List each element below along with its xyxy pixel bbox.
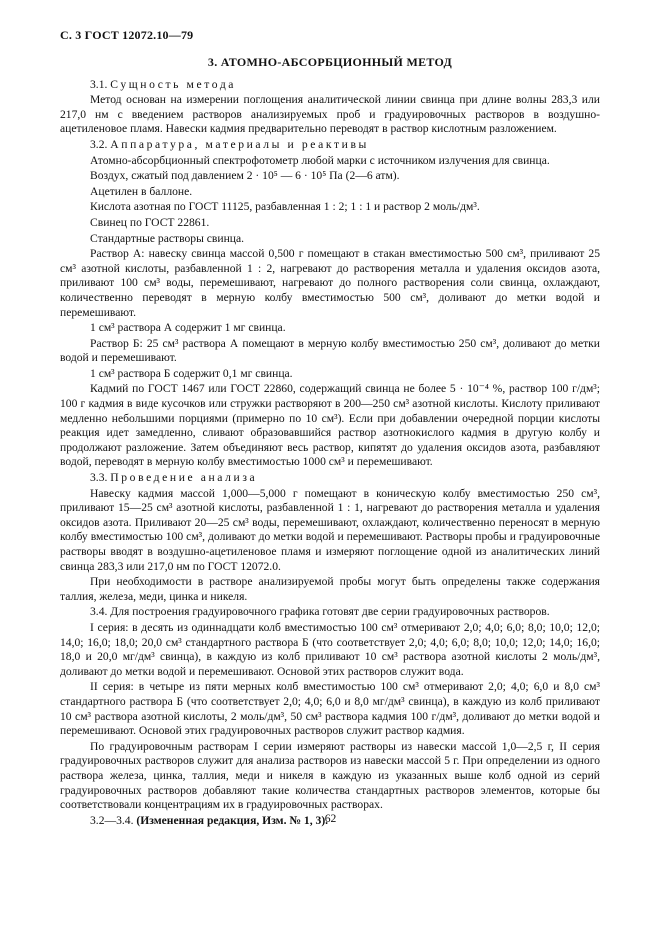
paragraph: 1 см³ раствора А содержит 1 мг свинца. [90,321,286,335]
paragraph: Раствор Б: 25 см³ раствора А помещают в мерную колбу вместимостью 250 см³, доливают до метки водой и перемешивают. [60,336,600,365]
paragraph: Кислота азотная по ГОСТ 11125, разбавленная 1 : 2; 1 : 1 и раствор 2 моль/дм³. [90,200,480,214]
paragraph: При необходимости в растворе анализируемой пробы могут быть определены также содержания таллия, железа, меди, цинка и никеля. [60,575,600,603]
section-3-1-heading [60,78,600,93]
section-number: 3.1. [90,77,108,91]
section-3-3-heading [60,471,600,486]
paragraph: I серия: в десять из одиннадцати колб вместимостью 100 см³ отмеривают 2,0; 4,0; 6,0; 8,0; 10,0; 12,0; 14,0; 16,0; 18,0; 20,0 см³ стандартного раствора Б (что соответствует 2,0; 4,0; 6,0; 8,0; 10,0; 12,0; 14,0; 16,0; 18,0 и 20,0 мг/дм³ свинца), в каждую из колб приливают 10 см³ раствора азотной кислоты 2 моль/дм³, доливают до метки водой и перемешивают. Основой этих растворов служит вода. [60,620,600,678]
amendment-text: (Измененная редакция, Изм. № 1, 3). [136,813,329,827]
paragraph: Атомно-абсорбционный спектрофотометр любой марки с источником излучения для свинца. [90,153,550,167]
section-heading-text: Сущность метода [110,77,237,91]
paragraph: Метод основан на измерении поглощения аналитической линии свинца при длине волны 283,3 или 217,0 нм с введением растворов анализируемых проб и градуировочных растворов в воздушно-ацетиленовое пламя. Навески кадмия предварительно переводят в раствор кислотным разложением. [60,93,600,136]
page-header: С. 3 ГОСТ 12072.10—79 [60,28,194,42]
section-number: 3.3. [90,471,108,485]
paragraph: Раствор А: навеску свинца массой 0,500 г помещают в стакан вместимостью 500 см³, приливают 25 см³ азотной кислоты, разбавленной 1 : 2, нагревают до растворения металла и удаления оксидов азота, приливают 100 см³ воды, перемешивают, нагревают до полного растворения соли свинца, охлаждают, количественно переводят в мерную колбу вместимостью 500 см³, доливают до метки водой и перемешивают. [60,247,600,319]
paragraph: Навеску кадмия массой 1,000—5,000 г помещают в коническую колбу вместимостью 250 см³, приливают 15—25 см³ азотной кислоты, разбавленной 1 : 1, нагревают до растворения металла и удаления оксидов азота. Приливают 20—25 см³ воды, перемешивают, охлаждают, количественно переносят в мерную колбу вместимостью 100 см³, доливают до метки водой и перемешивают. Растворы пробы и градуировочные растворы вводят в воздушно-ацетиленовое пламя и измеряют поглощение одной из аналитических линий свинца 283,3 или 217,0 нм по ГОСТ 12072.0. [60,486,600,573]
paragraph: 1 см³ раствора Б содержит 0,1 мг свинца. [90,366,293,380]
paragraph: Стандартные растворы свинца. [90,231,245,245]
amendment-ref: 3.2—3.4. [90,813,134,827]
page-number: 62 [324,812,337,825]
section-title: 3. АТОМНО-АБСОРБЦИОННЫЙ МЕТОД [207,55,453,69]
paragraph: По градуировочным растворам I серии измеряют растворы из навески массой 1,0—2,5 г, II серия градуировочных растворов служит для анализа растворов из навески массой 5 г. При определении из одного раствора железа, цинка, таллия, меди и никеля в каждую из указанных выше колб одной из серий градуировочных растворов добавляют такие количества стандартных растворов элементов, которые бы соответствовали концентрациям их в градуировочных растворах. [60,739,600,812]
paragraph: II серия: в четыре из пяти мерных колб вместимостью 100 см³ отмеривают 2,0; 4,0; 6,0 и 8,0 см³ стандартного раствора Б (что соответствует 2,0; 4,0; 6,0 и 8,0 мг/дм³ свинца), в каждую из колб приливают 10 см³ раствора азотной кислоты, 2 моль/дм³, 50 см³ раствора кадмия 100 г/дм³, доливают до метки водой и перемешивают. Основой этих градуировочных растворов служит раствор кадмия. [60,680,600,738]
section-number: 3.2. [90,137,108,151]
document-body [60,50,600,829]
paragraph: Воздух, сжатый под давлением 2 · 10⁵ — 6 · 10⁵ Па (2—6 атм). [90,169,400,183]
paragraph: Кадмий по ГОСТ 1467 или ГОСТ 22860, содержащий свинца не более 5 · 10⁻⁴ %, раствор 100 г/дм³; 100 г кадмия в виде кусочков или стружки растворяют в 200—250 см³ азотной кислоты. Кислоту приливают медленно небольшими порциями (примерно по 10 см³). Если при добавлении очередной порции кислоты реакция идет замедленно, сливают образовавшийся раствор азотнокислого кадмия в другую колбу и продолжают разложение. Затем объединяют весь раствор, кипятят до удаления оксидов азота, разбавляют водой, переводят в мерную колбу вместимостью 1000 см³ и перемешивают. [60,382,600,469]
section-heading-text: Проведение анализа [110,471,258,485]
paragraph: 3.4. Для построения градуировочного графика готовят две серии градуировочных растворов. [90,605,550,619]
section-heading-text: Аппаратура, материалы и реактивы [110,137,369,151]
paragraph: Свинец по ГОСТ 22861. [90,215,210,229]
paragraph: Ацетилен в баллоне. [90,184,193,198]
section-3-2-heading [60,138,600,153]
